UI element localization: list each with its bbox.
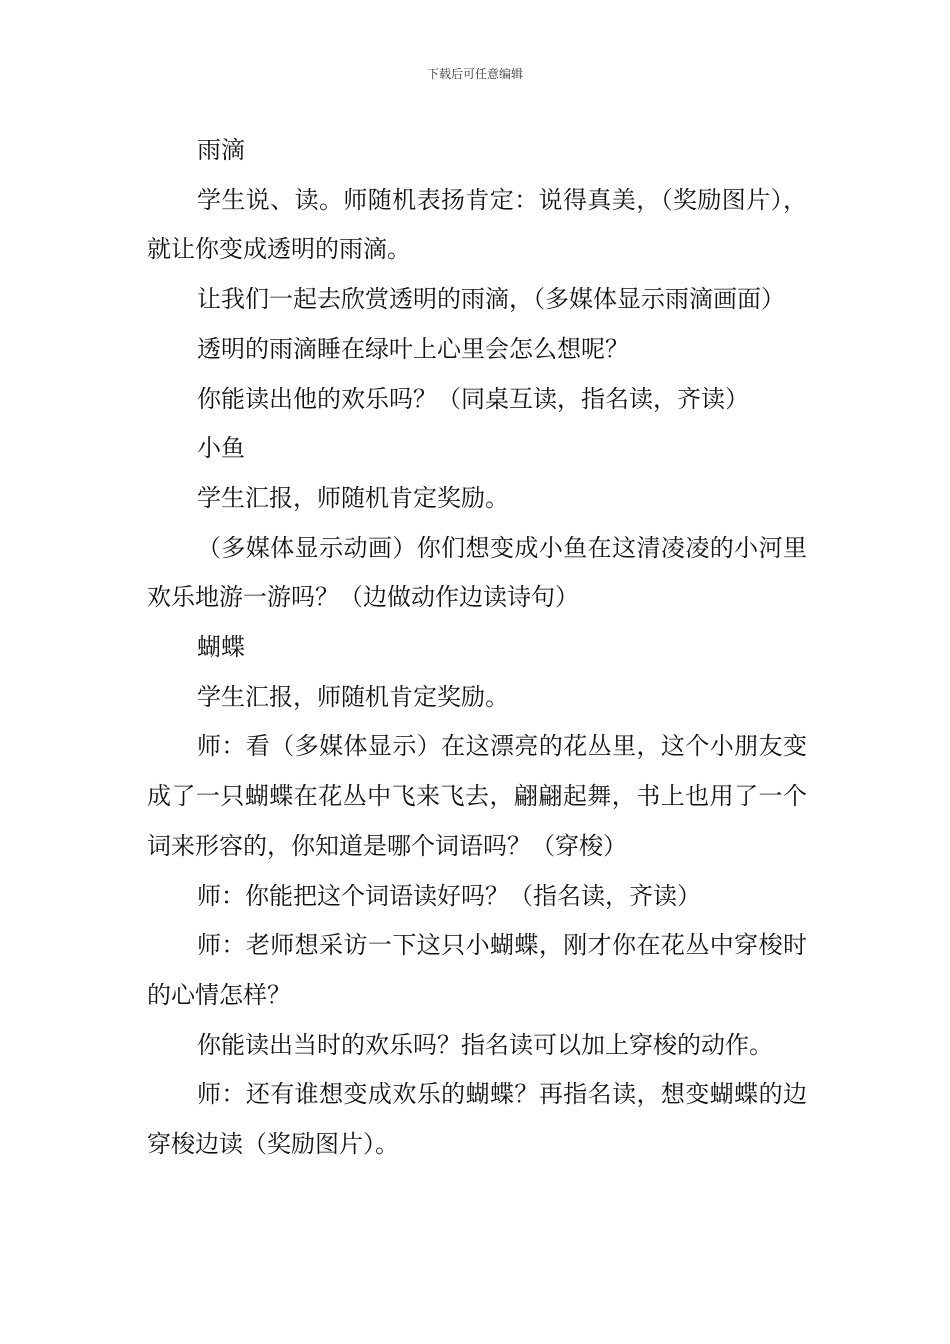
- document-body: [147, 126, 807, 1170]
- body-paragraph: 师：老师想采访一下这只小蝴蝶，刚才你在花丛中穿梭时的心情怎样？: [147, 931, 807, 1009]
- body-paragraph: 让我们一起去欣赏透明的雨滴，（多媒体显示雨滴画面）: [197, 285, 785, 314]
- page-header: 下载后可任意编辑: [426, 67, 523, 81]
- body-paragraph: 透明的雨滴睡在绿叶上心里会怎么想呢？: [197, 334, 629, 363]
- heading-fish: 小鱼: [197, 434, 245, 463]
- heading-raindrop: 雨滴: [197, 136, 245, 164]
- heading-butterfly: 蝴蝶: [197, 633, 245, 662]
- body-paragraph: 你能读出当时的欢乐吗？指名读可以加上穿梭的动作。: [197, 1030, 773, 1059]
- body-paragraph: 师：你能把这个词语读好吗？（指名读，齐读）: [197, 881, 701, 910]
- body-paragraph: 你能读出他的欢乐吗？（同桌互读，指名读，齐读）: [197, 384, 749, 413]
- body-paragraph: 学生汇报，师随机肯定奖励。: [197, 483, 509, 512]
- body-paragraph: 学生说、读。师随机表扬肯定：说得真美，（奖励图片），就让你变成透明的雨滴。: [147, 185, 807, 264]
- body-paragraph: （多媒体显示动画）你们想变成小鱼在这清凌凌的小河里欢乐地游一游吗？（边做动作边读诗句）: [147, 533, 807, 612]
- body-paragraph: 师：看（多媒体显示）在这漂亮的花丛里，这个小朋友变成了一只蝴蝶在花丛中飞来飞去，翩翩起舞，书上也用了一个词来形容的，你知道是哪个词语吗？（穿梭）: [147, 732, 807, 860]
- body-paragraph: 学生汇报，师随机肯定奖励。: [197, 682, 509, 711]
- body-paragraph: 师：还有谁想变成欢乐的蝴蝶？再指名读，想变蝴蝶的边穿梭边读（奖励图片）。: [147, 1080, 807, 1159]
